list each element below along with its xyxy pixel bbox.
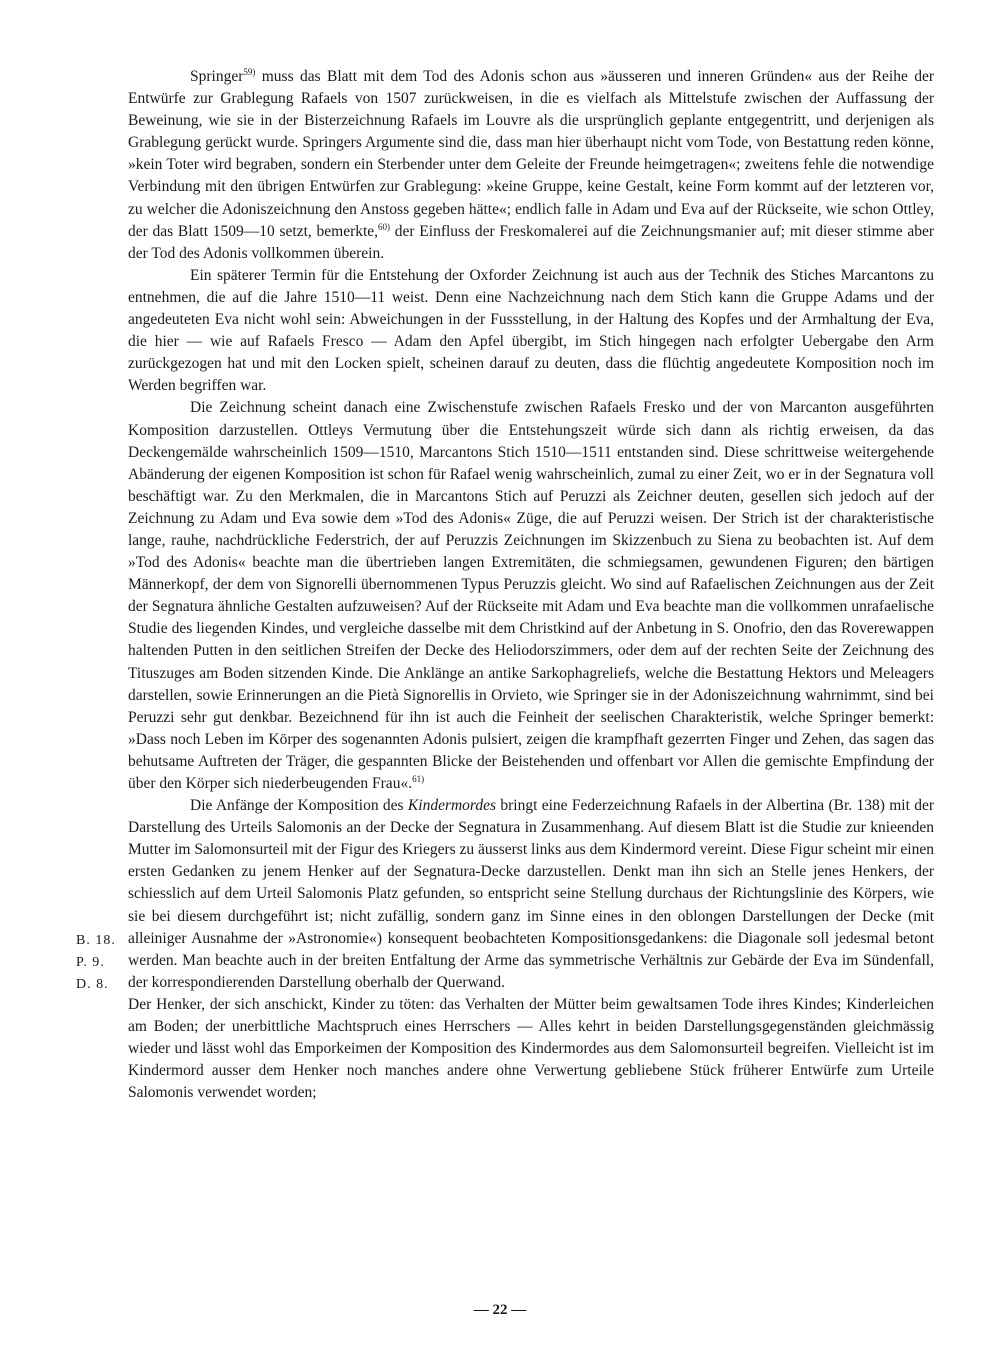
- footnote-ref: 60): [378, 221, 391, 232]
- paragraph-2: Ein späterer Termin für die Entstehung der Oxforder Zeichnung ist auch aus der Technik des Stiches Marcantons zu entnehmen, die auf die Jahre 1510—11 weist. Denn eine Nachzeichnung nach dem Stich kann die Gruppe Adams und der angedeuteten Eva nicht wohl sein: Abweichungen in der Fussstellung, in der Haltung des Kopfes und der Armhaltung der Eva, die hier — wie auf Rafaels Fresco — Adam den Apfel übergibt, im Stich hingegen nach erfolgter Uebergabe den Arm zurückgezogen hat und mit den Locken spielt, scheinen darauf zu deuten, dass die flüchtig angedeutete Komposition noch im Werden begriffen war.: [128, 266, 934, 395]
- margin-notes: [76, 930, 124, 996]
- footnote-ref: 59): [243, 66, 256, 77]
- text-run: Springer: [190, 68, 244, 85]
- emphasis: Kindermordes: [407, 797, 497, 815]
- text-run: der Einfluss der Freskomalerei auf die Zeichnungsmanier auf; mit dieser stimme aber der Tod des Adonis vollkommen überein.: [128, 222, 934, 262]
- margin-note: D. 8.: [76, 977, 109, 992]
- text-run: Die Anfänge der Komposition des: [190, 797, 408, 815]
- page-number: — 22 —: [473, 1302, 527, 1318]
- body-text: [128, 66, 934, 1104]
- paragraph-1: [128, 66, 934, 265]
- margin-note: P. 9.: [76, 955, 105, 970]
- margin-note: B. 18.: [76, 933, 116, 948]
- footnote-ref: 61): [412, 773, 425, 784]
- paragraph-3: [128, 397, 934, 795]
- paragraph-4: [128, 795, 934, 994]
- text-run: Die Zeichnung scheint danach eine Zwischenstufe zwischen Rafaels Fresko und der von Marcanton ausgeführten Komposition darzustellen. Ottleys Vermutung über die Entstehungszeit würde sich dann als richtig erweisen, da das Deckengemälde wahrscheinlich 1509—1510, Marcantons Stich 1510—1511 entstanden sind. Diese schrittweise weitergehende Abänderung der eigenen Komposition ist schon für Rafael wenig wahrscheinlich, zumal zu einer Zeit, wo er in der Segnatura voll beschäftigt war. Zu den Merkmalen, die in Marcantons Stich auf Peruzzi als Zeichner deuten, gesellen sich jedoch auf der Zeichnung zu Adam und Eva sowie dem »Tod des Adonis« Züge, die auf Peruzzi weisen. Der Strich ist der charakteristische lange, rauhe, nachdrückliche Federstrich, der auf Peruzzis Zeichnungen im Skizzenbuch zu Siena zu beobachten ist. Auf dem »Tod des Adonis« beachte man die übertrieben langen Extremitäten, die schmiegsamen, gewundenen Figuren; den bärtigen Männerkopf, der dem von Signorelli übernommenen Typus Peruzzis gleicht. Wo sind auf Rafaelischen Zeichnungen aus der Zeit der Segnatura ähnliche Gestalten aufzuweisen? Auf der Rückseite mit Adam und Eva beachte man die vollkommen unrafaelische Studie des liegenden Kindes, und vergleiche dasselbe mit dem Christkind auf der Anbetung in S. Onofrio, den das Roverewappen haltenden Putten in den seitlichen Streifen der Decke des Heliodorszimmers, oder dem auf der rechten Seite der Zeichnung des Tituszuges am Boden sitzenden Kinde. Die Anklänge an antike Sarkophagreliefs, welche die Bestattung Hektors und Meleagers darstellen, sowie Erinnerungen an die Pietà Signorellis in Orvieto, wie Springer sie in der Adoniszeichnung wahrnimmt, sind bei Peruzzi sehr gut denkbar. Bezeichnend für ihn ist auch die Feinheit der seelischen Charakteristik, welche Springer bemerkt: »Dass noch Leben im Körper des sogenannten Adonis pulsiert, zeigen die krampfhaft gezerrten Finger und Zehen, das sagen das behutsame Auftreten der Träger, die gespannten Blicke der Beistehenden und offenbart vor Allen die gemischte Empfindung der über den Körper sich niederbeugenden Frau«.: [128, 399, 934, 792]
- text-run: muss das Blatt mit dem Tod des Adonis schon aus »äusseren und inneren Gründen« aus der Reihe der Entwürfe zur Grablegung Rafaels von 1507 zurückweisen, in die es vielfach als Mittelstufe zwischen der Auffassung der Beweinung, wie sie in der Bisterzeichnung Rafaels im Louvre als die ursprünglich geplante entgegentritt, und derjenigen als Grablegung gerückt wurde. Springers Argumente sind die, dass man hier überhaupt nicht vom Tode, von Bestattung reden könne, »kein Toter wird begraben, sondern ein Sterbender unter dem Geleite der Freunde heimgetragen«; zweitens fehle die notwendige Verbindung mit den übrigen Entwürfen zur Grablegung: »keine Gruppe, keine Gestalt, keine Form kommt auf der letzteren vor, zu welcher die Adoniszeichnung den Anstoss gegeben hätte«; endlich falle in Adam und Eva auf der Rückseite, wie schon Ottley, der das Blatt 1509—10 setzt, bemerkte,: [128, 68, 934, 240]
- text-run: bringt eine Federzeichnung Rafaels in der Albertina (Br. 138) mit der Darstellung des Urteils Salomonis an der Decke der Segnatura in Zusammenhang. Auf diesem Blatt ist die Studie zur knieenden Mutter im Salomonsurteil mit der Figur des Kriegers zu äusserst links aus dem Kindermord vereint. Diese Figur scheint mir einen ersten Gedanken zu jenem Henker auf der Segnatura-Decke darzustellen. Denkt man ihn sich an Stelle jenes Henkers, der schiesslich auf dem Urteil Salomonis Platz gefunden, so entspricht seine Stellung durchaus der Richtungslinie des Körpers, wie sie bei diesem durchgeführt ist; nicht zufällig, sondern ganz im Sinne eines in den oblongen Darstellungen der Decke (mit alleiniger Ausnahme der »Astronomie«) konsequent beobachteten Kompositionsgedankens: die Diagonale soll jedesmal betont werden. Man beachte auch in der breiten Entfaltung der Arme das symmetrische Verhältnis zur Gebärde der Eva im Sündenfall, der korrespondierenden Darstellung oberhalb der Querwand.: [128, 797, 934, 991]
- paragraph-5: Der Henker, der sich anschickt, Kinder zu töten: das Verhalten der Mütter beim gewaltsamen Tode ihres Kindes; Kinderleichen am Boden; der unerbittliche Machtspruch eines Herrschers — Alles kehrt in beiden Darstellungsgegenständen gleichmässig wieder und lässt wohl das Emporkeimen der Komposition des Kindermordes aus dem Salomonsurteil begreifen. Vielleicht ist im Kindermord ausser dem Henker noch manches andere ohne Verwertung gebliebene Stück früherer Entwürfe zum Urteile Salomonis verwendet worden;: [128, 995, 934, 1102]
